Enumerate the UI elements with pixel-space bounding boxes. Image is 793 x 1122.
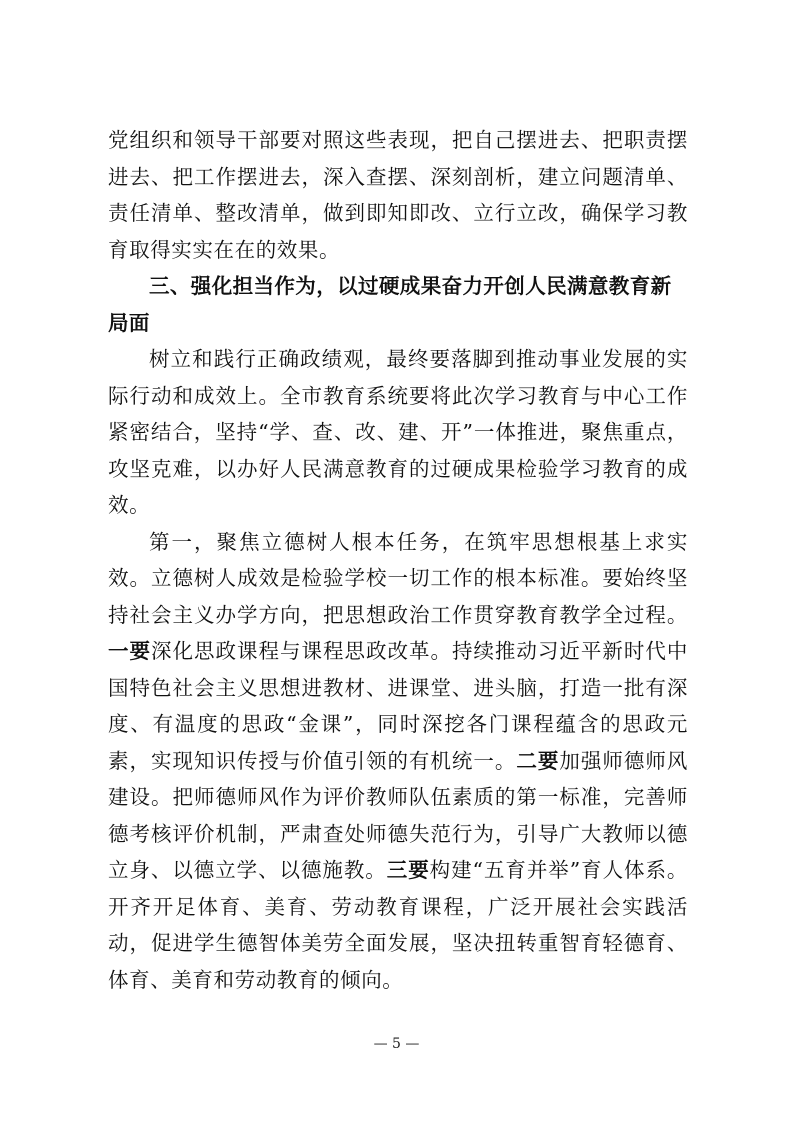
paragraph-1: 党组织和领导干部要对照这些表现，把自己摆进去、把职责摆进去、把工作摆进去，深入查摆、深刻剖析，建立问题清单、责任清单、整改清单，做到即知即改、立行立改，确保学习教育取得实实在在的效果。: [108, 128, 688, 262]
paragraph-3-text-2: 深化思政课程与课程思政改革。持续推动习近平新时代中国特色社会主义思想进教材、进课堂、进头脑，打造一批有深度、有温度的思政“金课”，同时深挖各门课程蕴含的思政元素，实现知识传授与价值引领的有机统一。: [108, 639, 689, 773]
paragraph-3: [108, 524, 688, 999]
keyword-third: 三要: [386, 858, 430, 882]
page-number: — 5 —: [373, 1036, 420, 1052]
paragraph-2: 树立和践行正确政绩观，最终要落脚到推动事业发展的实际行动和成效上。全市教育系统要将此次学习教育与中心工作紧密结合，坚持“学、查、改、建、开”一体推进，聚焦重点，攻坚克难，以办好人民满意教育的过硬成果检验学习教育的成效。: [108, 347, 688, 517]
paragraph-3-text-1: 第一，聚焦立德树人根本任务，在筑牢思想根基上求实效。立德树人成效是检验学校一切工作的根本标准。要始终坚持社会主义办学方向，把思想政治工作贯穿教育教学全过程。: [108, 529, 688, 627]
keyword-first: 一要: [108, 639, 151, 663]
paragraph-3-text-3: 加强师德师风建设。把师德师风作为评价教师队伍素质的第一标准，完善师德考核评价机制，严肃查处师德失范行为，引导广大教师以德立身、以德立学、以德施教。: [108, 748, 688, 882]
keyword-second: 二要: [516, 748, 560, 773]
document-body: [108, 122, 688, 998]
section-heading-3: 三、强化担当作为，以过硬成果奋力开创人民满意教育新局面: [108, 274, 672, 335]
paragraph-3-text-4: 构建“五育并举”育人体系。开齐开足体育、美育、劳动教育课程，广泛开展社会实践活动，促进学生德智体美劳全面发展，坚决扭转重智育轻德育、体育、美育和劳动教育的倾向。: [108, 858, 688, 992]
